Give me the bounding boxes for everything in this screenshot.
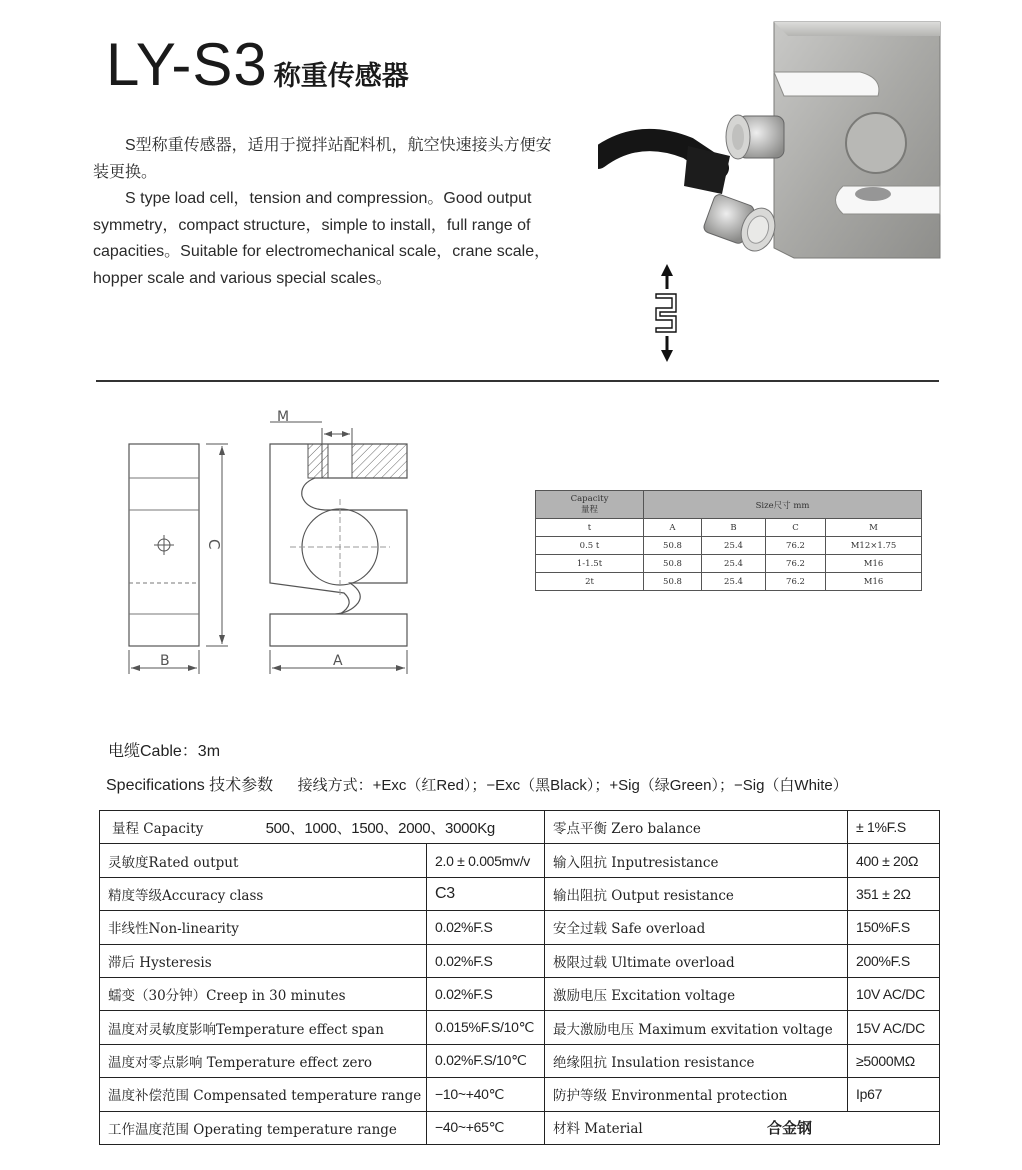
capacity-label: 量程 Capacity xyxy=(112,820,204,837)
spec-label: 绝缘阻抗 Insulation resistance xyxy=(545,1044,848,1077)
spec-value: ± 1%F.S xyxy=(848,811,940,844)
table-row xyxy=(100,877,940,910)
table-row xyxy=(536,573,922,591)
spec-label: 最大激励电压 Maximum exvitation voltage xyxy=(545,1011,848,1044)
size-cell: A xyxy=(644,519,702,537)
spec-label: 蠕变（30分钟）Creep in 30 minutes xyxy=(100,977,427,1010)
size-cell: 76.2 xyxy=(766,537,826,555)
size-header-size: Size尺寸 mm xyxy=(644,491,922,519)
spec-value: 0.02%F.S/10℃ xyxy=(427,1044,545,1077)
table-row xyxy=(100,844,940,877)
product-name: 称重传感器 xyxy=(273,61,409,92)
size-header-capacity: Capacity 量程 xyxy=(536,491,644,519)
spec-label: 工作温度范围 Operating temperature range xyxy=(100,1111,427,1144)
size-cell: 50.8 xyxy=(644,573,702,591)
spec-label: 极限过载 Ultimate overload xyxy=(545,944,848,977)
size-cell: M12×1.75 xyxy=(826,537,922,555)
size-cell: 0.5 t xyxy=(536,537,644,555)
table-row xyxy=(536,519,922,537)
size-cell: 2t xyxy=(536,573,644,591)
size-cell: 50.8 xyxy=(644,537,702,555)
table-row xyxy=(100,1111,940,1144)
material-label: 材料 Material xyxy=(553,1121,643,1138)
intro-chinese: S型称重传感器，适用于搅拌站配料机，航空快速接头方便安装更换。 xyxy=(93,137,552,181)
spec-value: 200%F.S xyxy=(848,944,940,977)
spec-label: 防护等级 Environmental protection xyxy=(545,1078,848,1111)
spec-value: −40~+65℃ xyxy=(427,1111,545,1144)
spec-label: 灵敏度Rated output xyxy=(100,844,427,877)
spec-value: 10V AC/DC xyxy=(848,977,940,1010)
spec-value: C3 xyxy=(427,877,545,910)
size-cell: 50.8 xyxy=(644,555,702,573)
size-cell: M16 xyxy=(826,573,922,591)
size-cell: 1-1.5t xyxy=(536,555,644,573)
size-cell: t xyxy=(536,519,644,537)
tension-compression-arrow-icon xyxy=(652,262,682,364)
intro-text xyxy=(93,133,563,292)
spec-value: 0.015%F.S/10℃ xyxy=(427,1011,545,1044)
spec-label: 滞后 Hysteresis xyxy=(100,944,427,977)
spec-label: 温度对灵敏度影响Temperature effect span xyxy=(100,1011,427,1044)
dimension-drawing xyxy=(120,408,420,683)
spec-value: 0.02%F.S xyxy=(427,977,545,1010)
size-cell: 76.2 xyxy=(766,573,826,591)
specs-title: Specifications 技术参数 xyxy=(106,777,274,794)
load-cell-photo xyxy=(598,18,944,266)
wiring-info: 接线方式：+Exc（红Red）；−Exc（黑Black）；+Sig（绿Green）；−Sig（白White） xyxy=(297,777,848,794)
spec-label: 温度补偿范围 Compensated temperature range xyxy=(100,1078,427,1111)
spec-label: 非线性Non-linearity xyxy=(100,911,427,944)
spec-value: 150%F.S xyxy=(848,911,940,944)
spec-value: 2.0 ± 0.005mv/v xyxy=(427,844,545,877)
table-row xyxy=(100,977,940,1010)
intro-english: S type load cell，tension and compression。Good output symmetry，compact structure，simple to install，full range of capacities。Suitable for electromechanical scale，crane scale，hopper scale and various special scales。 xyxy=(93,190,551,287)
spec-value: −10~+40℃ xyxy=(427,1078,545,1111)
size-table xyxy=(535,490,922,591)
spec-label: 温度对零点影响 Temperature effect zero xyxy=(100,1044,427,1077)
size-cell: 76.2 xyxy=(766,555,826,573)
table-row xyxy=(100,1044,940,1077)
spec-label: 输入阻抗 Inputresistance xyxy=(545,844,848,877)
spec-label: 零点平衡 Zero balance xyxy=(545,811,848,844)
spec-value: 0.02%F.S xyxy=(427,944,545,977)
size-cell: C xyxy=(766,519,826,537)
spec-value: 0.02%F.S xyxy=(427,911,545,944)
size-cell: M xyxy=(826,519,922,537)
spec-label: 输出阻抗 Output resistance xyxy=(545,877,848,910)
page-title xyxy=(106,30,409,99)
spec-label: 精度等级Accuracy class xyxy=(100,877,427,910)
size-cell: 25.4 xyxy=(702,573,766,591)
table-row xyxy=(536,537,922,555)
capacity-value: 500、1000、1500、2000、3000Kg xyxy=(265,819,495,837)
dim-label-b: B xyxy=(160,653,170,669)
table-row xyxy=(100,811,940,844)
table-row xyxy=(100,944,940,977)
dim-label-m: M xyxy=(277,409,290,425)
dim-label-c: C xyxy=(205,539,223,550)
material-cell xyxy=(545,1111,940,1144)
specs-heading xyxy=(106,772,848,795)
table-row xyxy=(100,911,940,944)
spec-value: Ip67 xyxy=(848,1078,940,1111)
spec-value: 15V AC/DC xyxy=(848,1011,940,1044)
capacity-cell xyxy=(100,811,545,844)
spec-label: 安全过载 Safe overload xyxy=(545,911,848,944)
table-row xyxy=(100,1078,940,1111)
spec-value: 400 ± 20Ω xyxy=(848,844,940,877)
table-row xyxy=(100,1011,940,1044)
table-row xyxy=(536,555,922,573)
cable-length: 电缆Cable：3m xyxy=(108,743,221,760)
spec-value: ≥5000MΩ xyxy=(848,1044,940,1077)
spec-table xyxy=(99,810,940,1145)
section-divider xyxy=(96,380,939,382)
spec-label: 激励电压 Excitation voltage xyxy=(545,977,848,1010)
spec-value: 351 ± 2Ω xyxy=(848,877,940,910)
size-cell: 25.4 xyxy=(702,537,766,555)
size-cell: 25.4 xyxy=(702,555,766,573)
size-cell: B xyxy=(702,519,766,537)
material-value: 合金钢 xyxy=(767,1119,813,1138)
dim-label-a: A xyxy=(333,653,343,669)
model-name: LY-S3 xyxy=(106,31,268,98)
size-cell: M16 xyxy=(826,555,922,573)
